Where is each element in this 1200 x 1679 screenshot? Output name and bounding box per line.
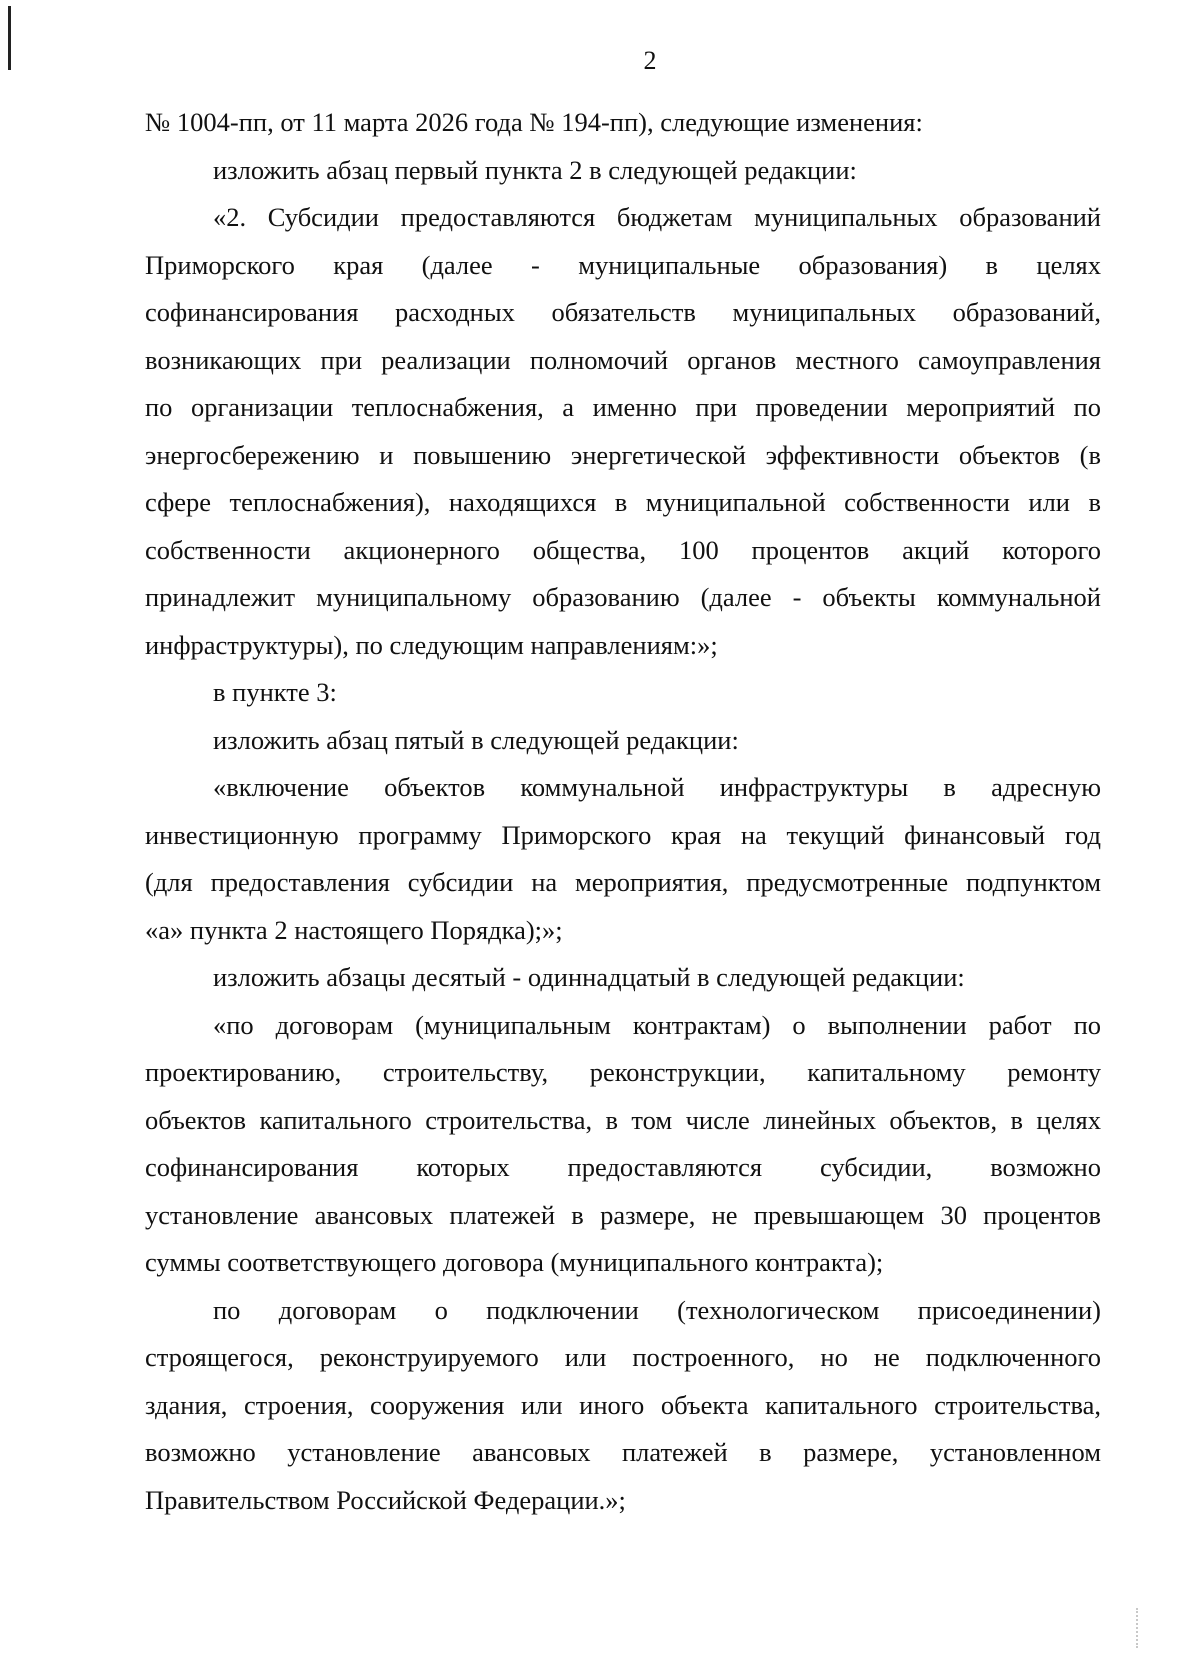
text-line: софинансирования которых предоставляются субсидии, возможно [145,1152,1101,1182]
text-line: принадлежит муниципальному образованию (далее - объекты коммунальной [145,582,1101,612]
text-line: суммы соответствующего договора (муниципального контракта); [145,1247,884,1277]
text-line: софинансирования расходных обязательств муниципальных образований, [145,297,1101,327]
text-line: изложить абзацы десятый - одиннадцатый в следующей редакции: [213,962,965,992]
text-line: возникающих при реализации полномочий органов местного самоуправления [145,344,1101,375]
text-line: в пункте 3: [213,677,337,707]
text-line: проектированию, строительству, реконструкции, капитальному ремонту [145,1057,1101,1087]
text-line: «по договорам (муниципальным контрактам) о выполнении работ по [213,1009,1101,1040]
text-line: Правительством Российской Федерации.»; [145,1484,626,1515]
text-line: инвестиционную программу Приморского края на текущий финансовый год [145,819,1101,850]
text-line: собственности акционерного общества, 100 процентов акций которого [145,534,1101,565]
text-line: объектов капитального строительства, в том числе линейных объектов, в целях [145,1104,1101,1135]
text-line: строящегося, реконструируемого или построенного, но не подключенного [145,1342,1101,1372]
text-line: энергосбережению и повышению энергетической эффективности объектов (в [145,439,1101,470]
text-line: установление авансовых платежей в размере, не превышающем 30 процентов [145,1199,1101,1230]
text-line: (для предоставления субсидии на мероприятия, предусмотренные подпунктом [145,867,1101,897]
text-line: № 1004-пп, от 11 марта 2026 года № 194-пп), следующие изменения: [145,107,923,137]
text-line: по организации теплоснабжения, а именно при проведении мероприятий по [145,392,1101,422]
document-body [145,99,1101,1524]
text-line: сфере теплоснабжения), находящихся в муниципальной собственности или в [145,487,1101,517]
text-line: «а» пункта 2 настоящего Порядка);»; [145,914,563,945]
text-line: по договорам о подключении (технологическом присоединении) [213,1294,1101,1325]
text-line: возможно установление авансовых платежей в размере, установленном [145,1437,1101,1467]
text-line: «2. Субсидии предоставляются бюджетам муниципальных образований [213,202,1101,232]
text-line: изложить абзац первый пункта 2 в следующей редакции: [213,154,857,185]
text-line: здания, строения, сооружения или иного объекта капитального строительства, [145,1389,1101,1420]
text-line: «включение объектов коммунальной инфраструктуры в адресную [213,772,1101,802]
text-line: Приморского края (далее - муниципальные образования) в целях [145,249,1101,280]
page-number: 2 [643,46,657,75]
scan-edge-dots [1136,1608,1140,1648]
text-line: изложить абзац пятый в следующей редакции: [213,724,739,755]
text-line: инфраструктуры), по следующим направлениям:»; [145,629,718,660]
